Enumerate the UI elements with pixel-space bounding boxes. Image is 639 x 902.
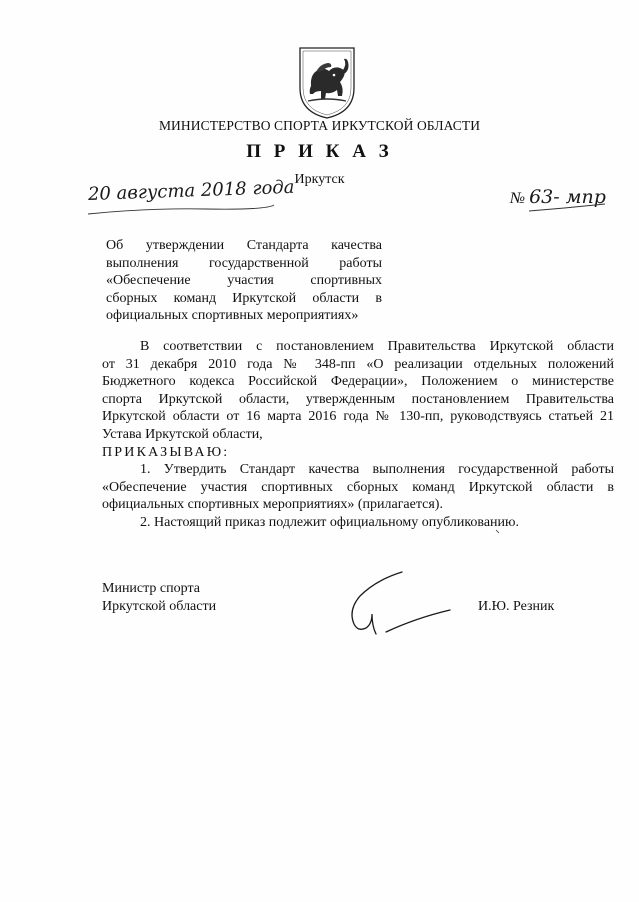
number-underline [527, 200, 607, 214]
subject-line: «Обеспечение участия спортивных [106, 273, 382, 288]
preamble-paragraph [102, 338, 614, 444]
order-directive-word: ПРИКАЗЫВАЮ: [102, 444, 230, 460]
order-item-2: 2. Настоящий приказ подлежит официальному опубликованию. [140, 514, 519, 530]
signer-title-line: Министр спорта [102, 581, 200, 596]
subject-line: официальных спортивных мероприятиях» [106, 308, 359, 323]
preamble-line: спорта Иркутской области, утвержденным постановлением Правительства [102, 391, 614, 407]
order-item-1 [102, 461, 614, 514]
signer-title-line: Иркутской области [102, 599, 217, 614]
city-name: Иркутск [294, 172, 345, 187]
preamble-line: Иркутской области от 16 марта 2016 года № 130-пп, руководствуясь статьей 21 [102, 409, 614, 425]
preamble-line: Устава Иркутской области, [102, 426, 263, 442]
subject-line: сборных команд Иркутской области в [106, 290, 382, 306]
preamble-line: В соответствии с постановлением Правительства Иркутской области [140, 339, 614, 354]
subject-line: выполнения государственной работы [106, 255, 382, 271]
number-sign: № [510, 190, 526, 207]
date-underline [86, 199, 276, 217]
item-line: официальных спортивных мероприятиях» (прилагается). [102, 497, 443, 513]
signer-name: И.Ю. Резник [478, 599, 555, 614]
preamble-line: от 31 декабря 2010 года № 348-пп «О реализации отдельных положений [102, 356, 614, 372]
stray-mark [495, 529, 501, 535]
item-line: «Обеспечение участия спортивных сборных команд Иркутской области в [102, 479, 614, 495]
subject-line: Об утверждении Стандарта качества [106, 238, 382, 253]
ministry-name: МИНИСТЕРСТВО СПОРТА ИРКУТСКОЙ ОБЛАСТИ [158, 118, 481, 133]
handwritten-signature [346, 566, 456, 646]
document-type-heading: П Р И К А З [246, 141, 393, 162]
item-line: 1. Утвердить Стандарт качества выполнения государственной работы [140, 462, 614, 478]
handwritten-number: 63- мпр [529, 186, 606, 208]
coat-of-arms-emblem [296, 44, 358, 120]
signer-title [102, 580, 216, 616]
preamble-line: Бюджетного кодекса Российской Федерации», Положением о министерстве [102, 374, 614, 390]
handwritten-date: 20 августа 2018 года [87, 176, 295, 205]
order-subject [106, 237, 382, 325]
order-body [102, 338, 614, 532]
